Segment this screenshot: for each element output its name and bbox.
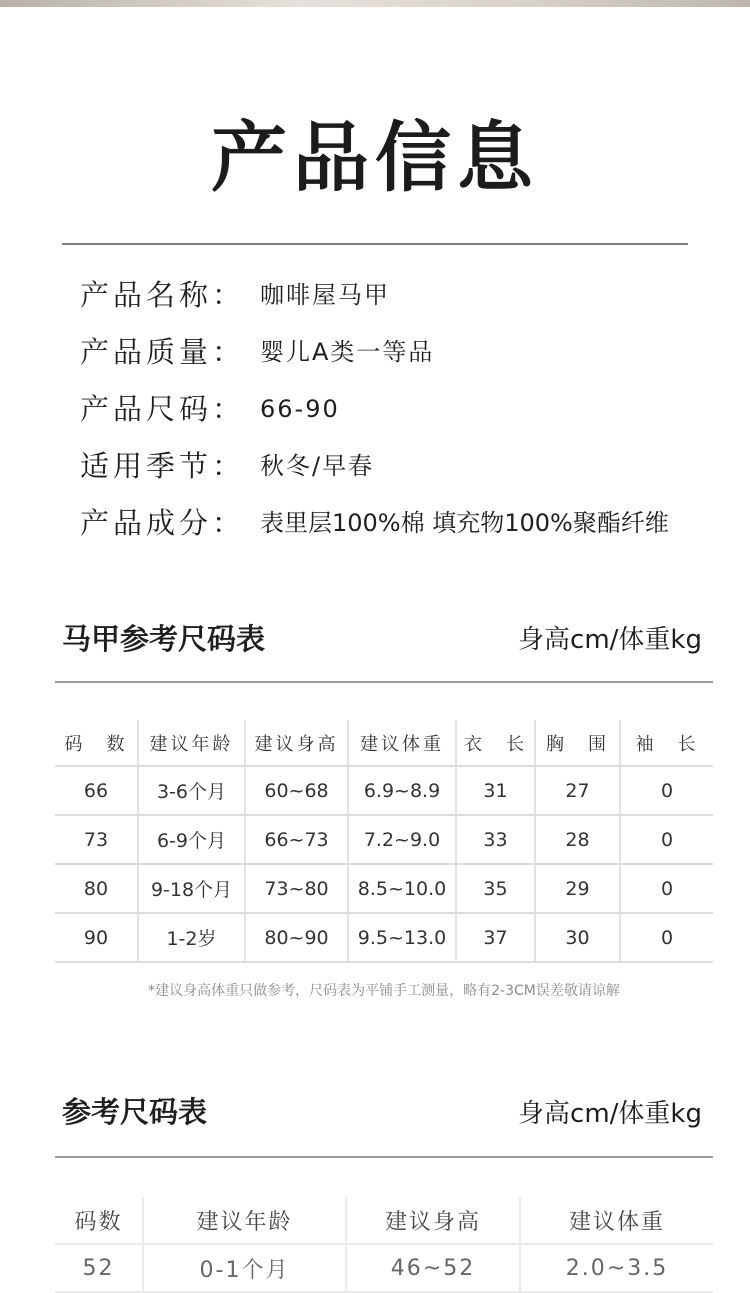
table-row [55, 1244, 713, 1292]
table-cell: 28 [535, 815, 620, 864]
table-cell: 31 [456, 766, 535, 815]
table-header-cell: 建议体重 [520, 1197, 713, 1244]
table-cell: 90 [55, 913, 138, 962]
table-cell: 6.9~8.9 [348, 766, 456, 815]
table-header-cell: 建议身高 [245, 720, 348, 766]
info-value: 咖啡屋马甲 [260, 281, 390, 309]
info-row-size [80, 389, 340, 429]
reference-size-table [55, 1197, 713, 1293]
table-cell: 80~90 [245, 913, 348, 962]
info-label: 产品成分： [80, 506, 246, 540]
table-header-cell: 衣 长 [456, 720, 535, 766]
table-cell: 0-1个月 [143, 1244, 346, 1292]
table-cell: 8.5~10.0 [348, 864, 456, 913]
table-cell: 27 [535, 766, 620, 815]
table-cell: 46~52 [346, 1244, 520, 1292]
table-row [55, 815, 713, 864]
table-cell: 52 [55, 1244, 143, 1292]
table-cell: 60~68 [245, 766, 348, 815]
info-value: 表里层100%棉 填充物100%聚酯纤维 [260, 509, 669, 537]
info-label: 适用季节： [80, 449, 246, 483]
ref-table-unit: 身高cm/体重kg [518, 1099, 702, 1129]
info-row-material [80, 503, 669, 543]
vest-size-table [55, 720, 713, 963]
vest-table-divider [55, 681, 713, 683]
size-disclaimer-note: *建议身高体重只做参考，尺码表为平铺手工测量，略有2-3CM误差敬请谅解 [148, 983, 620, 999]
ref-table-title: 参考尺码表 [62, 1095, 208, 1129]
table-cell: 3-6个月 [138, 766, 245, 815]
info-row-season [80, 446, 374, 486]
table-header-cell: 建议体重 [348, 720, 456, 766]
table-cell: 30 [535, 913, 620, 962]
table-header-cell: 胸 围 [535, 720, 620, 766]
table-cell: 0 [620, 815, 713, 864]
table-header-cell: 码数 [55, 1197, 143, 1244]
table-cell: 9-18个月 [138, 864, 245, 913]
info-value: 秋冬/早春 [260, 452, 375, 480]
table-cell: 6-9个月 [138, 815, 245, 864]
table-cell: 66~73 [245, 815, 348, 864]
table-row [55, 913, 713, 962]
table-header-cell: 码 数 [55, 720, 138, 766]
ref-table-divider [55, 1156, 713, 1158]
info-label: 产品质量： [80, 335, 246, 369]
table-cell: 2.0~3.5 [520, 1244, 713, 1292]
table-header-row [55, 1197, 713, 1244]
table-cell: 29 [535, 864, 620, 913]
info-value: 66-90 [260, 395, 340, 423]
page-title: 产品信息 [211, 113, 539, 202]
table-cell: 80 [55, 864, 138, 913]
vest-table-unit: 身高cm/体重kg [518, 625, 702, 655]
table-cell: 7.2~9.0 [348, 815, 456, 864]
table-cell: 33 [456, 815, 535, 864]
table-row [55, 766, 713, 815]
table-cell: 0 [620, 913, 713, 962]
table-header-row [55, 720, 713, 766]
table-cell: 0 [620, 766, 713, 815]
table-cell: 37 [456, 913, 535, 962]
table-cell: 1-2岁 [138, 913, 245, 962]
top-decor-bar [0, 0, 750, 7]
table-cell: 35 [456, 864, 535, 913]
table-row [55, 864, 713, 913]
info-value: 婴儿A类一等品 [260, 338, 435, 366]
info-label: 产品名称： [80, 278, 246, 312]
info-label: 产品尺码： [80, 392, 246, 426]
table-cell: 73 [55, 815, 138, 864]
table-cell: 0 [620, 864, 713, 913]
table-header-cell: 建议年龄 [138, 720, 245, 766]
table-cell: 9.5~13.0 [348, 913, 456, 962]
table-header-cell: 袖 长 [620, 720, 713, 766]
table-cell: 66 [55, 766, 138, 815]
title-divider [62, 243, 688, 245]
info-row-quality [80, 332, 434, 372]
vest-table-title: 马甲参考尺码表 [62, 622, 266, 656]
table-header-cell: 建议年龄 [143, 1197, 346, 1244]
table-header-cell: 建议身高 [346, 1197, 520, 1244]
info-row-name [80, 275, 390, 315]
table-cell: 73~80 [245, 864, 348, 913]
